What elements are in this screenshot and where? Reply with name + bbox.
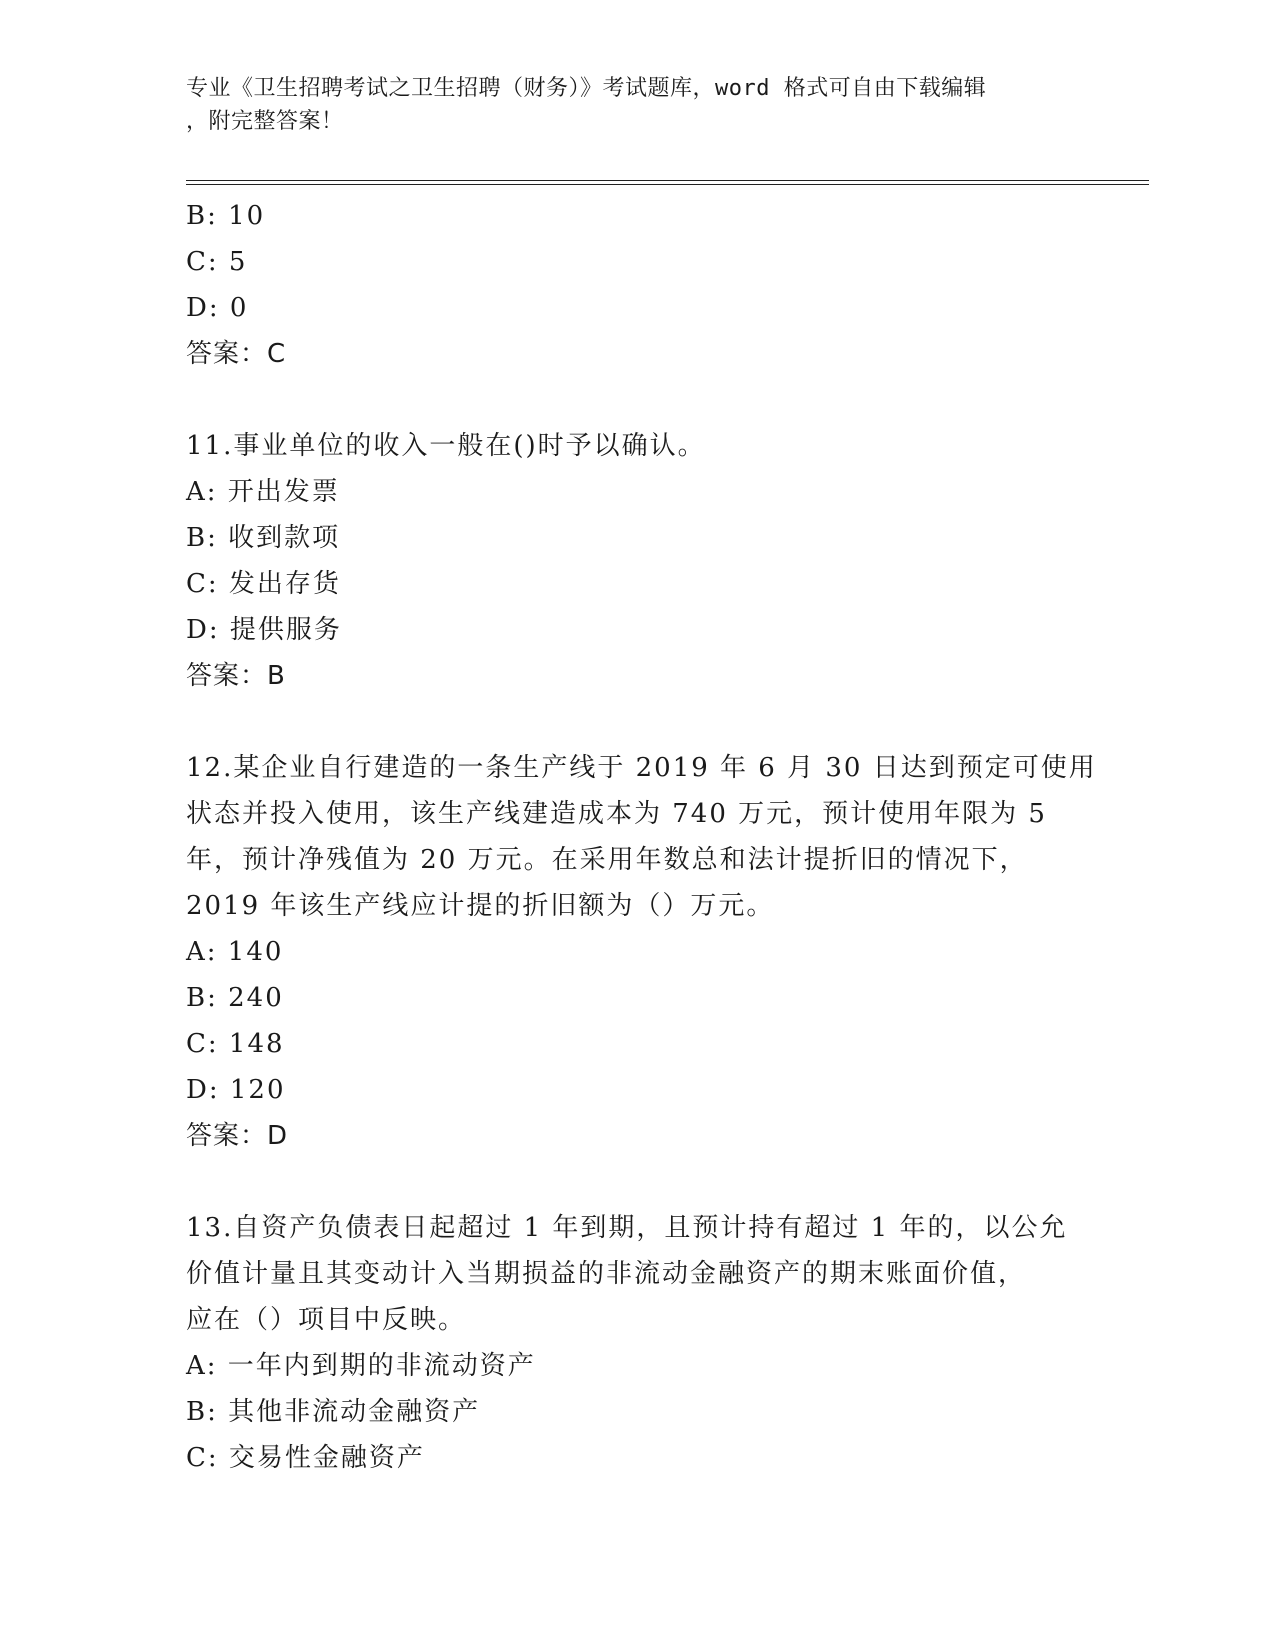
question-12 <box>186 745 1097 1159</box>
question-text: 价值计量且其变动计入当期损益的非流动金融资产的期末账面价值， <box>186 1259 1027 1289</box>
question-text: 应在（）项目中反映。 <box>186 1305 467 1335</box>
answer-line: 答案：D <box>186 1121 289 1151</box>
question-10-fragment <box>186 193 1086 377</box>
option-d: D: 0 <box>186 293 249 323</box>
option-d: D: 提供服务 <box>186 615 342 645</box>
question-text: 11.事业单位的收入一般在()时予以确认。 <box>186 431 706 461</box>
option-a: A: 开出发票 <box>186 477 340 507</box>
question-text: 状态并投入使用，该生产线建造成本为 740 万元，预计使用年限为 5 <box>186 799 1047 829</box>
option-a: A: 一年内到期的非流动资产 <box>186 1351 536 1381</box>
option-c: C: 发出存货 <box>186 569 341 599</box>
question-text: 13.自资产负债表日起超过 1 年到期，且预计持有超过 1 年的，以公允 <box>186 1213 1068 1243</box>
option-b: B: 收到款项 <box>186 523 341 553</box>
option-c: C: 148 <box>186 1029 285 1059</box>
spacer <box>186 377 1086 423</box>
spacer <box>186 1159 1086 1205</box>
question-text: 年，预计净残值为 20 万元。在采用年数总和法计提折旧的情况下， <box>186 845 1028 875</box>
answer-line: 答案：B <box>186 661 286 691</box>
option-c: C: 5 <box>186 247 248 277</box>
question-text: 2019 年该生产线应计提的折旧额为（）万元。 <box>186 891 775 921</box>
question-11 <box>186 423 1086 699</box>
document-header <box>186 72 1066 138</box>
option-b: B: 10 <box>186 201 266 231</box>
option-c: C: 交易性金融资产 <box>186 1443 425 1473</box>
option-b: B: 240 <box>186 983 284 1013</box>
option-a: A: 140 <box>186 937 284 967</box>
header-title-line-2: ，附完整答案！ <box>186 109 344 134</box>
spacer <box>186 699 1086 745</box>
answer-line: 答案：C <box>186 339 287 369</box>
header-divider-bottom <box>186 184 1149 185</box>
option-b: B: 其他非流动金融资产 <box>186 1397 481 1427</box>
header-title-line-1: 专业《卫生招聘考试之卫生招聘（财务）》考试题库，word 格式可自由下载编辑 <box>186 76 987 101</box>
option-d: D: 120 <box>186 1075 286 1105</box>
header-divider-top <box>186 180 1149 181</box>
question-13 <box>186 1205 1086 1481</box>
question-list <box>186 193 1097 1481</box>
question-text: 12.某企业自行建造的一条生产线于 2019 年 6 月 30 日达到预定可使用 <box>186 753 1097 783</box>
